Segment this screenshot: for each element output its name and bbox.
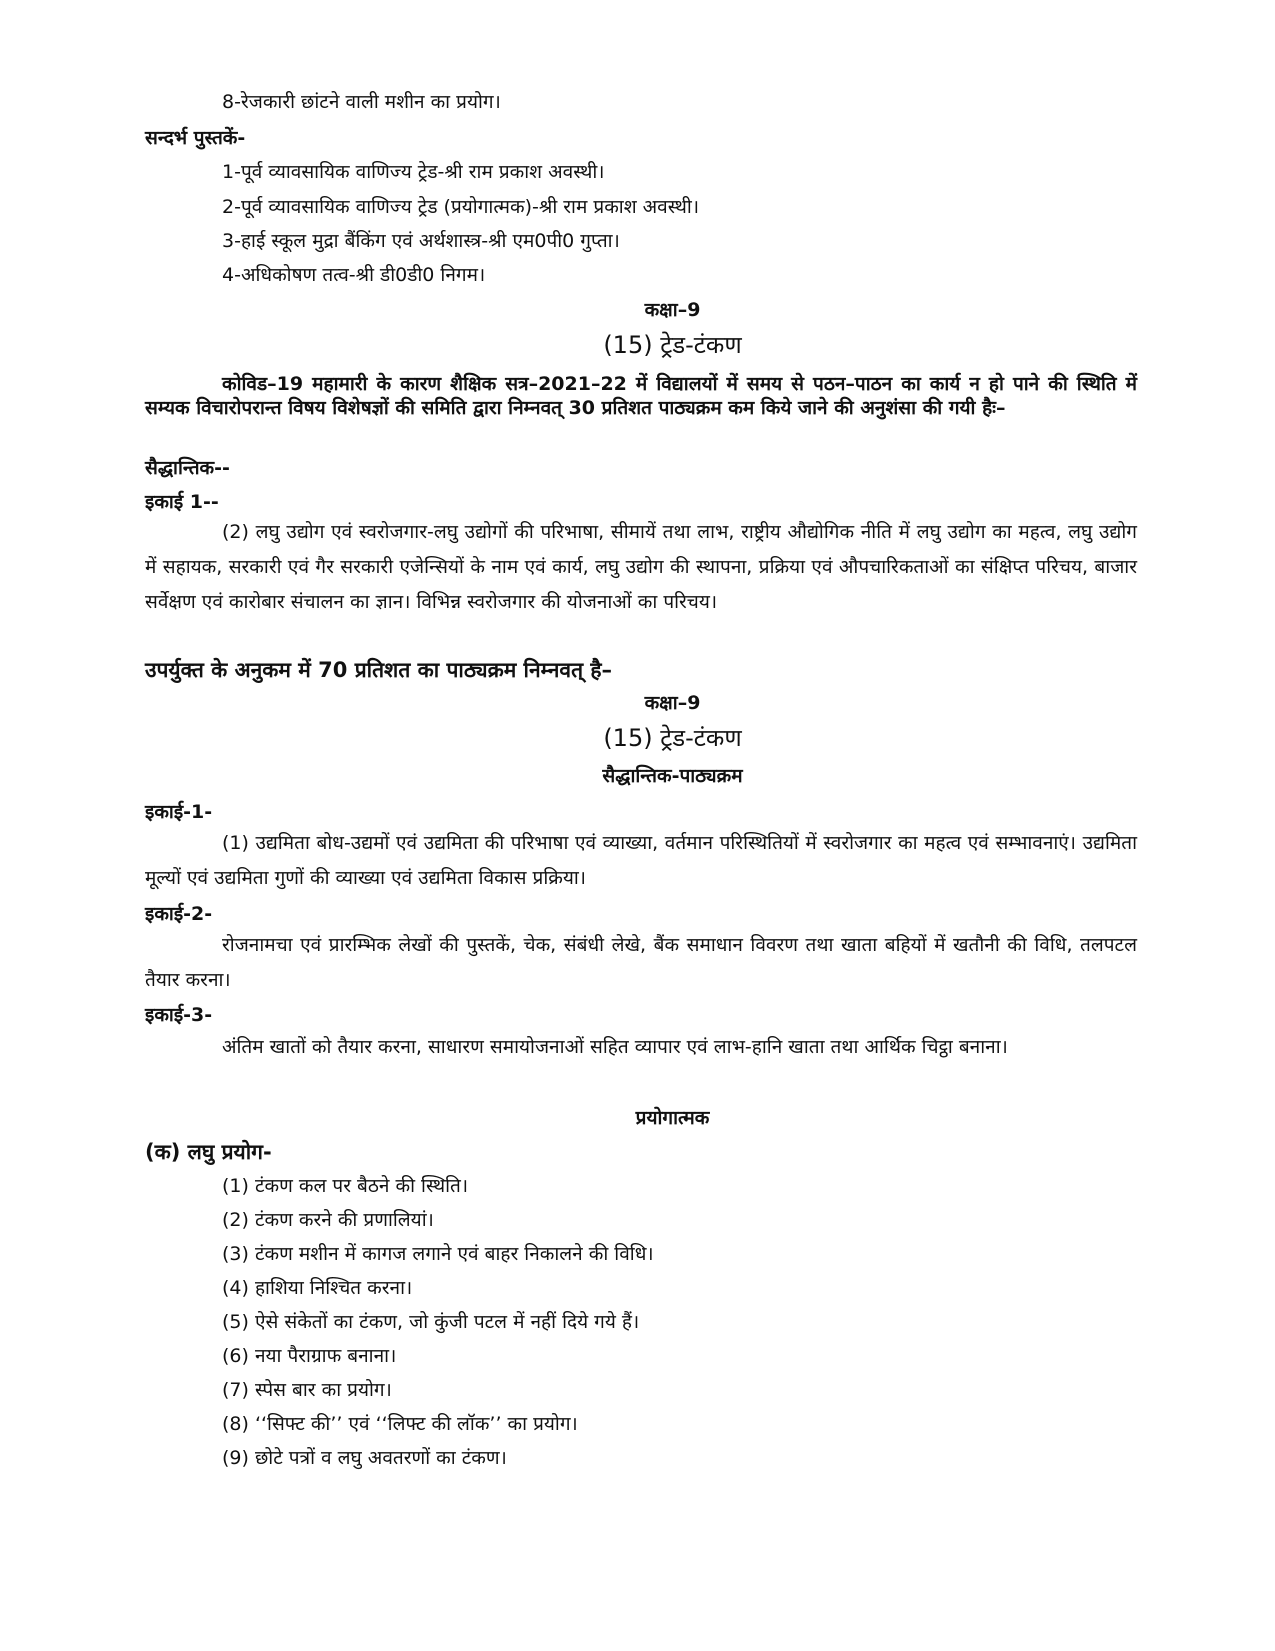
list-item: 8-रेजकारी छांटने वाली मशीन का प्रयोग। bbox=[222, 91, 501, 113]
list-item: (3) टंकण मशीन में कागज लगाने एवं बाहर निकालने की विधि। bbox=[222, 1243, 654, 1265]
list-item: (8) ‘‘सिफ्ट की’’ एवं ‘‘लिफ्ट की लॉक’’ का प्रयोग। bbox=[222, 1413, 578, 1435]
practical-heading: प्रयोगात्मक bbox=[635, 1107, 710, 1129]
list-item: (9) छोटे पत्रों व लघु अवतरणों का टंकण। bbox=[222, 1447, 507, 1469]
list-item: (5) ऐसे संकेतों का टंकण, जो कुंजी पटल में नहीं दिये गये हैं। bbox=[222, 1311, 640, 1333]
list-item: (6) नया पैराग्राफ बनाना। bbox=[222, 1345, 397, 1367]
unit-text: (2) लघु उद्योग एवं स्वरोजगार-लघु उद्योगों की परिभाषा, सीमायें तथा लाभ, राष्ट्रीय औद्योगिक नीति में लघु उद्योग का महत्व, लघु उद्योग में सहायक, सरकारी एवं गैर सरकारी एजेन्सियों के नाम एवं कार्य, लघु उद्योग की स्थापना, प्रक्रिया एवं औपचारिकताओं का संक्षिप्त परिचय, बाजार सर्वेक्षण एवं कारोबार संचालन का ज्ञान। विभिन्न स्वरोजगार की योजनाओं का परिचय। bbox=[145, 521, 1137, 613]
covid-note: कोविड–19 महामारी के कारण शैक्षिक सत्र–2021–22 में विद्यालयों में समय से पठन–पाठन का कार्य न हो पाने की स्थिति में सम्यक विचारोपरान्त विषय विशेषज्ञों की समिति द्वारा निम्नवत् 30 प्रतिशत पाठ्यक्रम कम किये जाने की अनुशंसा की गयी हैः– bbox=[145, 373, 1137, 419]
unit-text: (1) उद्यमिता बोध-उद्यमों एवं उद्यमिता की परिभाषा एवं व्याख्या, वर्तमान परिस्थितियों में स्वरोजगार का महत्व एवं सम्भावनाएं। उद्यमिता मूल्यों एवं उद्यमिता गुणों की व्याख्या एवं उद्यमिता विकास प्रक्रिया। bbox=[145, 832, 1137, 889]
minor-practical-label: (क) लघु प्रयोग- bbox=[145, 1140, 272, 1164]
list-item: (2) टंकण करने की प्रणालियां। bbox=[222, 1209, 434, 1231]
syllabus-subtitle: सैद्धान्तिक-पाठ्यक्रम bbox=[602, 765, 743, 787]
theory-label: सैद्धान्तिक-- bbox=[145, 457, 230, 479]
list-item: (1) टंकण कल पर बैठने की स्थिति। bbox=[222, 1175, 469, 1197]
subject-title: (15) ट्रेड-टंकण bbox=[603, 331, 742, 359]
transition-heading: उपर्युक्त के अनुकम में 70 प्रतिशत का पाठ्यक्रम निम्नवत् है– bbox=[145, 658, 612, 682]
unit-label: इकाई-1- bbox=[145, 801, 213, 823]
unit-label: इकाई-3- bbox=[145, 1004, 213, 1026]
reference-item: 4-अधिकोषण तत्व-श्री डी0डी0 निगम। bbox=[222, 264, 486, 286]
reference-item: 3-हाई स्कूल मुद्रा बैंकिंग एवं अर्थशास्त्र-श्री एम0पी0 गुप्ता। bbox=[222, 230, 620, 252]
list-item: (4) हाशिया निश्चित करना। bbox=[222, 1277, 413, 1299]
list-item: (7) स्पेस बार का प्रयोग। bbox=[222, 1379, 392, 1401]
grade-heading: कक्षा–9 bbox=[644, 299, 701, 321]
unit-label: इकाई 1-- bbox=[145, 491, 219, 513]
references-heading: सन्दर्भ पुस्तकें- bbox=[145, 127, 246, 149]
subject-title: (15) ट्रेड-टंकण bbox=[603, 724, 742, 752]
unit-text: अंतिम खातों को तैयार करना, साधारण समायोजनाओं सहित व्यापार एवं लाभ-हानि खाता तथा आर्थिक चिट्ठा बनाना। bbox=[222, 1036, 1008, 1058]
grade-heading: कक्षा–9 bbox=[644, 692, 701, 714]
reference-item: 1-पूर्व व्यावसायिक वाणिज्य ट्रेड-श्री राम प्रकाश अवस्थी। bbox=[222, 161, 605, 183]
unit-text: रोजनामचा एवं प्रारम्भिक लेखों की पुस्तकें, चेक, संबंधी लेखे, बैंक समाधान विवरण तथा खाता बहियों में खतौनी की विधि, तलपटल तैयार करना। bbox=[145, 934, 1137, 991]
unit-label: इकाई-2- bbox=[145, 903, 213, 925]
reference-item: 2-पूर्व व्यावसायिक वाणिज्य ट्रेड (प्रयोगात्मक)-श्री राम प्रकाश अवस्थी। bbox=[222, 196, 700, 218]
